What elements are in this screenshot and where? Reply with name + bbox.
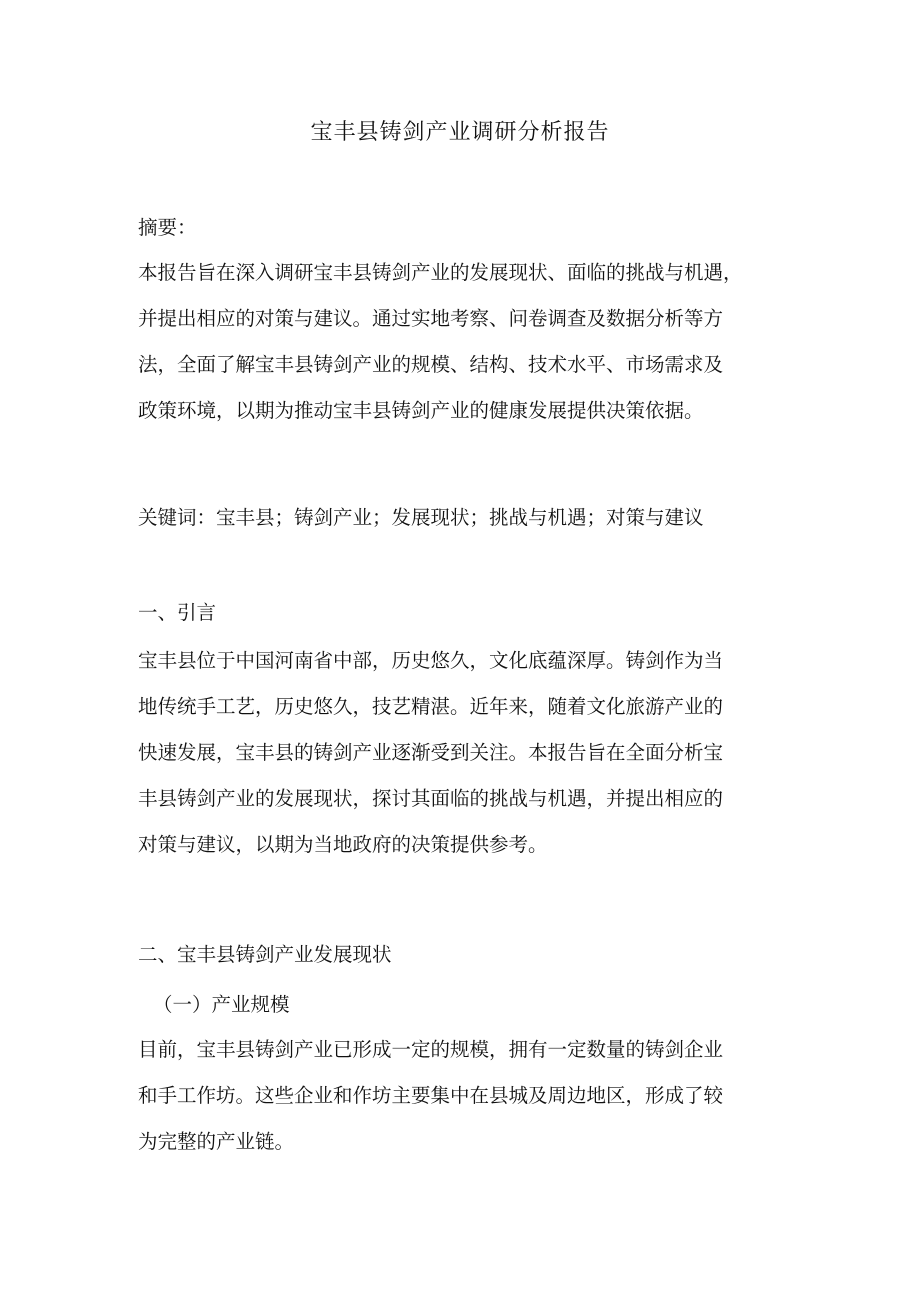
abstract-line: 并提出相应的对策与建议。通过实地考察、问卷调查及数据分析等方	[138, 307, 724, 330]
paragraph-line: 快速发展，宝丰县的铸剑产业逐渐受到关注。本报告旨在全面分析宝	[138, 741, 724, 764]
paragraph-line: 和手工作坊。这些企业和作坊主要集中在县城及周边地区，形成了较	[138, 1084, 724, 1107]
abstract-line: 法，全面了解宝丰县铸剑产业的规模、结构、技术水平、市场需求及	[138, 353, 724, 376]
paragraph-line: 丰县铸剑产业的发展现状，探讨其面临的挑战与机遇，并提出相应的	[138, 787, 724, 810]
scale-paragraph	[138, 1027, 786, 1165]
paragraph-line: 宝丰县位于中国河南省中部，历史悠久，文化底蕴深厚。铸剑作为当	[138, 649, 724, 672]
paragraph-line: 地传统手工艺，历史悠久，技艺精湛。近年来，随着文化旅游产业的	[138, 695, 724, 718]
paragraph-line: 目前，宝丰县铸剑产业已形成一定的规模，拥有一定数量的铸剑企业	[138, 1038, 724, 1061]
introduction-paragraph	[138, 638, 786, 868]
section-heading-introduction: 一、引言	[138, 601, 217, 624]
section-heading-status: 二、宝丰县铸剑产业发展现状	[138, 943, 392, 966]
abstract-line: 本报告旨在深入调研宝丰县铸剑产业的发展现状、面临的挑战与机遇，	[138, 261, 743, 284]
keywords-line: 关键词：宝丰县；铸剑产业；发展现状；挑战与机遇；对策与建议	[138, 506, 704, 529]
subsection-heading-scale: （一）产业规模	[153, 993, 290, 1016]
document-title: 宝丰县铸剑产业调研分析报告	[310, 120, 610, 145]
abstract-label: 摘要：	[138, 216, 197, 239]
paragraph-line: 为完整的产业链。	[138, 1130, 295, 1153]
abstract-paragraph	[138, 250, 786, 434]
paragraph-line: 对策与建议，以期为当地政府的决策提供参考。	[138, 833, 548, 856]
abstract-line: 政策环境，以期为推动宝丰县铸剑产业的健康发展提供决策依据。	[138, 399, 704, 422]
